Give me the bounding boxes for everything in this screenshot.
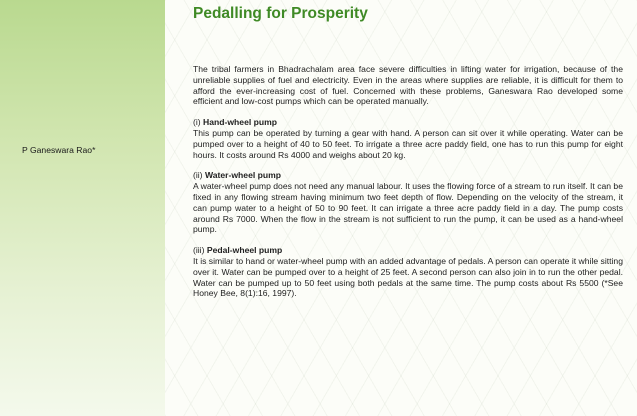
section-water-wheel xyxy=(193,170,623,235)
section-number: (i) xyxy=(193,117,204,128)
section-heading: Hand-wheel pump xyxy=(203,117,278,128)
section-body: This pump can be operated by turning a gear with hand. A person can sit over it while operating. Water can be pumped over to a height of 40 to 50 feet. To irrigate a three acre paddy field, one has to run this pump for eight hours. It costs around Rs 4000 and weighs about 20 kg. xyxy=(193,127,623,160)
article-body xyxy=(193,64,623,309)
section-number: (iii) xyxy=(193,245,207,256)
author-name: P Ganeswara Rao* xyxy=(22,145,96,155)
section-body: It is similar to hand or water-wheel pump with an added advantage of pedals. A person can operate it while sitting over it. Water can be pumped over to a height of 25 feet. A second person can also join in to run the other pedal. Water can be pumped up to 50 feet using both pedals at the same time. The pump costs about Rs 5500 (*See Honey Bee, 8(1):16, 1997). xyxy=(193,255,623,299)
article-title: Pedalling for Prosperity xyxy=(193,5,368,22)
section-heading: Water-wheel pump xyxy=(204,170,282,181)
article-panel xyxy=(165,0,637,416)
sidebar xyxy=(0,0,165,416)
section-heading: Pedal-wheel pump xyxy=(206,245,283,256)
section-hand-wheel xyxy=(193,117,623,160)
section-number: (ii) xyxy=(193,170,205,181)
section-body: A water-wheel pump does not need any manual labour. It uses the flowing force of a stream to run itself. It can be fixed in any flowing stream having minimum two feet depth of flow. Depending on the velocity of the stream, it can pump water to a height of 50 to 90 feet. It can irrigate a three acre paddy field in a day. The pump costs around Rs 7000. When the flow in the stream is not sufficient to run the pump, it can be used as a hand-wheel pump. xyxy=(193,181,623,235)
intro-paragraph: The tribal farmers in Bhadrachalam area face severe difficulties in lifting water for irrigation, because of the unreliable supplies of fuel and electricity. Even in the areas where supplies are reliable, it is difficult for them to afford the ever-increasing cost of fuel. Concerned with these problems, Ganeswara Rao developed some efficient and low-cost pumps which can be operated manually. xyxy=(193,64,623,107)
section-pedal-wheel xyxy=(193,245,623,299)
